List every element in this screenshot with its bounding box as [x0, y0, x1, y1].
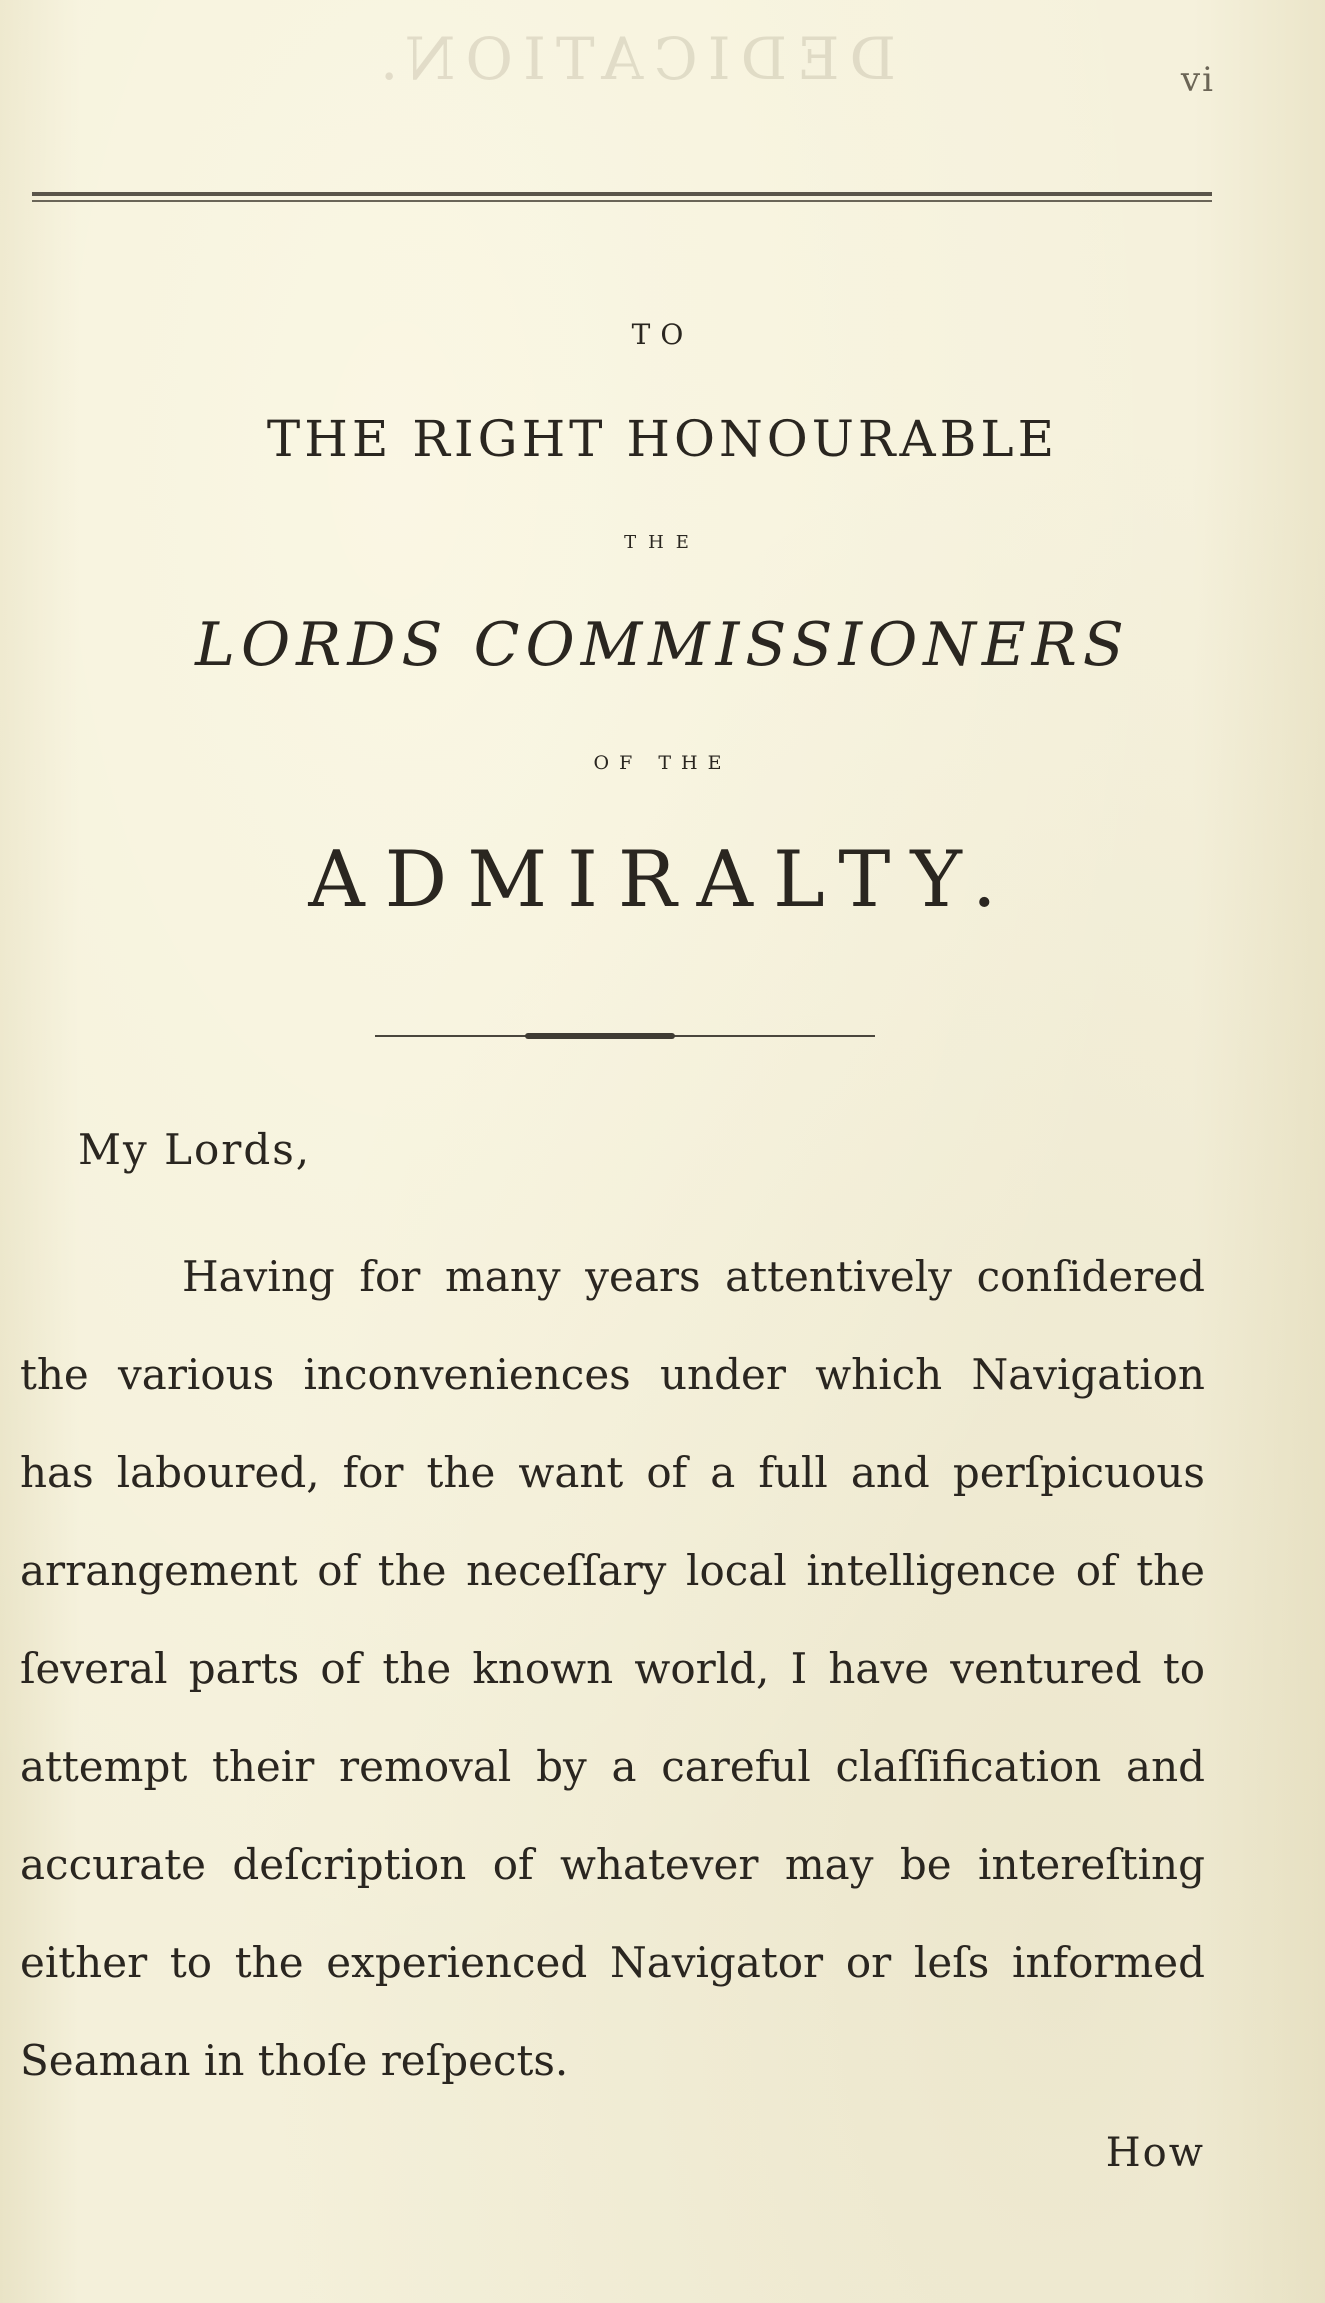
catchword: How	[1105, 2130, 1205, 2176]
page-number: vi	[1180, 60, 1215, 100]
dedication-lords-commissioners: LORDS COMMISSIONERS	[195, 610, 1130, 680]
dedication-to: TO	[631, 318, 694, 351]
top-double-rule	[32, 192, 1212, 206]
dedication-admiralty: ADMIRALTY.	[308, 835, 1017, 925]
paragraph: Having for many years attentively conſidered the various inconveniences under which Navigation has laboured, for the want of a full and perſpicuous arrangement of the neceſſary local intelligence of the ſeveral parts of the known world, I have ventured to attempt their removal by a careful claſſification and accurate deſcription of whatever may be intereſting either to the experienced Navigator or leſs informed Seaman in thoſe reſpects.	[20, 1252, 1205, 2085]
bleed-through-heading: DEDICATION.	[370, 25, 896, 93]
ornamental-rule	[375, 1032, 875, 1040]
dedication-of-the: OF THE	[593, 752, 732, 774]
dedication-the: THE	[624, 532, 701, 553]
dedication-right-honourable: THE RIGHT HONOURABLE	[266, 410, 1059, 468]
body-text	[20, 1228, 1205, 2110]
salutation: My Lords,	[78, 1125, 312, 1174]
